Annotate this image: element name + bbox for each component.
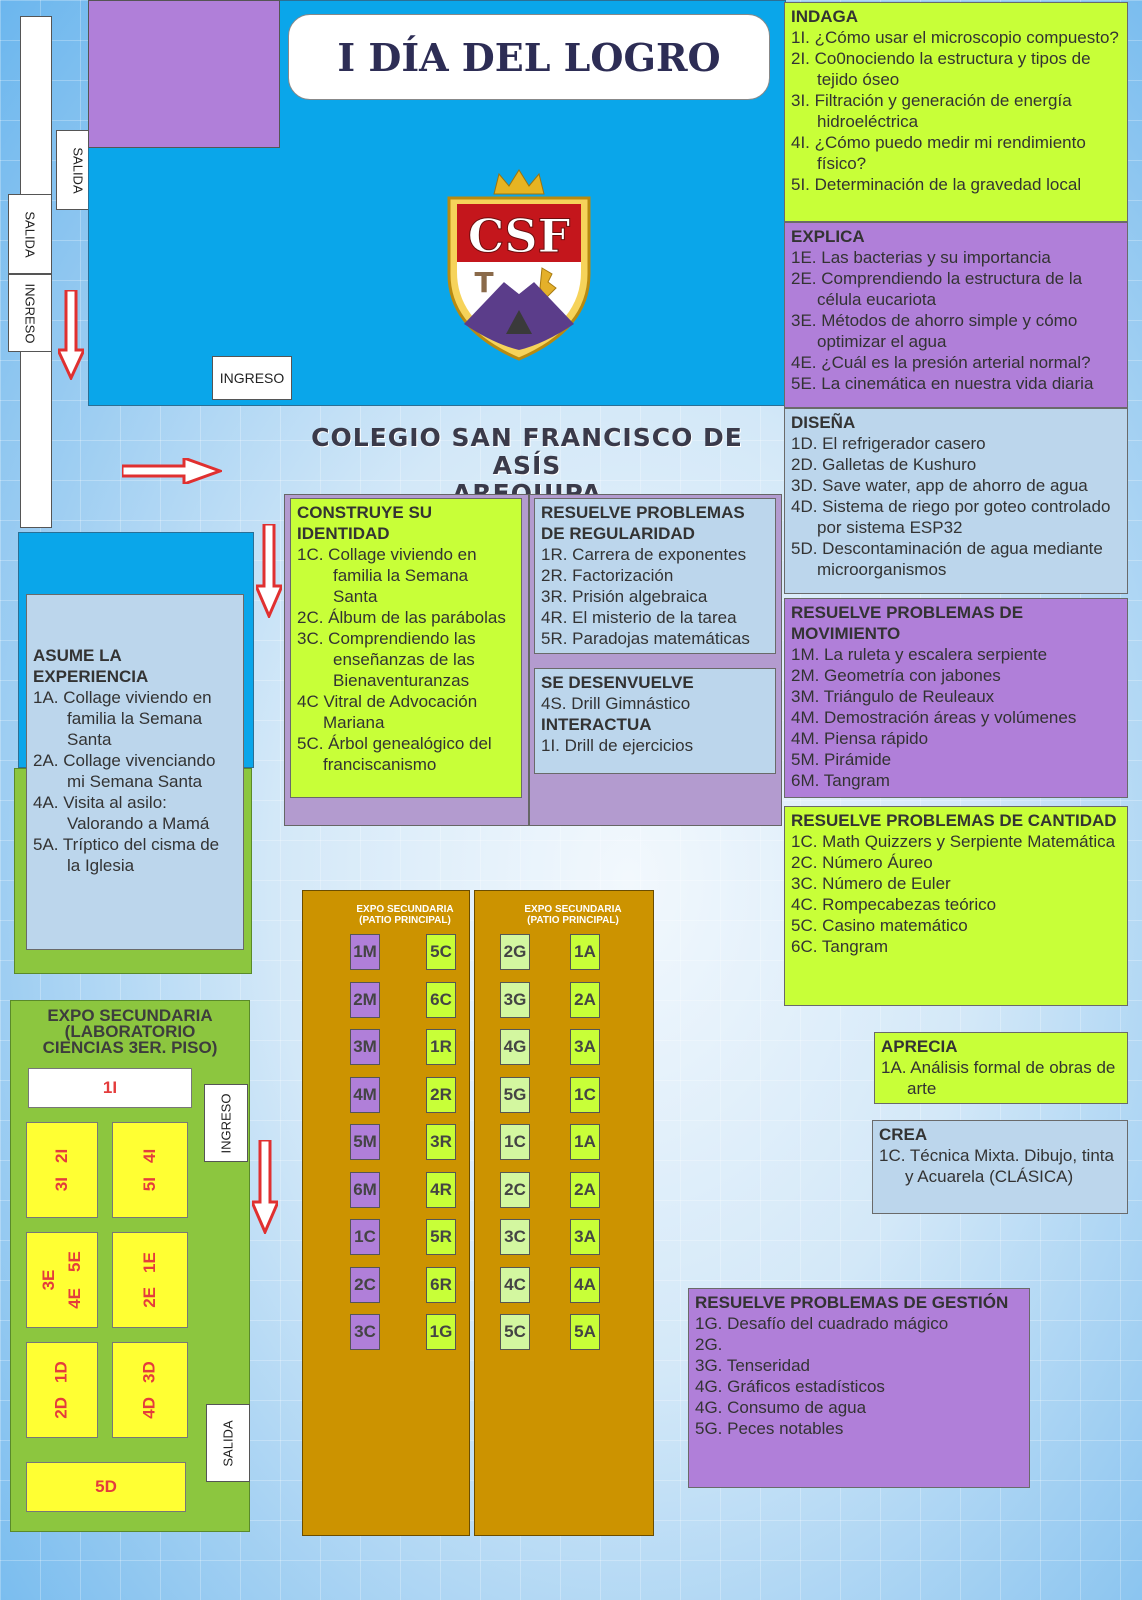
list-item: 1E. Las bacterias y su importancia [791,248,1051,267]
list-item: 2A. Collage vivenciando mi Semana Santa [33,751,216,791]
movimiento-panel [784,598,1128,798]
patio-header-line: EXPO SECUNDARIA [524,904,622,915]
stand-chip: 1A [570,934,600,970]
list-item: 1D. El refrigerador casero [791,434,986,453]
explica-panel [784,222,1128,408]
list-item: 4M. Demostración áreas y volúmenes [791,708,1077,727]
list-item: 1I. Drill de ejercicios [541,736,694,755]
indaga-panel [784,2,1128,222]
stand-label: 1D [52,1361,71,1383]
stand-chip: 6C [426,982,456,1018]
list-item: 6C. Tangram [791,937,889,956]
panel-header: EXPLICA [791,227,865,246]
list-item: 1M. La ruleta y escalera serpiente [791,645,1048,664]
center-divider [528,494,530,826]
svg-text:CSF: CSF [467,209,571,263]
stand-label: 3E [39,1269,58,1291]
stand-chip: 4M [350,1077,380,1113]
list-item: 4G. Consumo de agua [695,1398,867,1417]
panel-header: CREA [879,1125,928,1144]
stand-chip: 3M [350,1029,380,1065]
stand-chip: 5M [350,1124,380,1160]
list-item: 4C. Rompecabezas teórico [791,895,997,914]
patio-header-line: (PATIO PRINCIPAL) [527,915,619,926]
aprecia-panel [874,1032,1128,1104]
stand-chip: 3C [500,1219,530,1255]
lab-header-line: EXPO SECUNDARIA [47,1006,213,1025]
stand-label: 1E [140,1252,159,1273]
gestion-panel [688,1288,1030,1488]
list-item: 1C. Math Quizzers y Serpiente Matemática [791,832,1116,851]
stand-label: 4E [65,1288,84,1309]
lab-stand-5d [26,1462,186,1512]
list-item: 5M. Pirámide [791,750,892,769]
patio-header-right [498,904,648,926]
stand-chip: 1R [426,1029,456,1065]
stand-label: 4I [140,1148,159,1163]
list-item: 5R. Paradojas matemáticas [541,629,750,648]
list-item: 1C. Collage viviendo en familia la Semana Santa [297,545,477,606]
list-item: 2C. Álbum de las parábolas [297,608,506,627]
list-item: 1A. Collage viviendo en familia la Semana Santa [33,688,212,749]
lab-entrance-label: INGRESO [204,1084,248,1162]
list-item: 4M. Piensa rápido [791,729,929,748]
list-item: 5D. Descontaminación de agua mediante microorganismos [791,539,1103,579]
list-item: 1G. Desafío del cuadrado mágico [695,1314,949,1333]
stand-chip: 6M [350,1172,380,1208]
stand-chip: 3C [350,1314,380,1350]
arrow-down-icon [256,524,282,618]
stand-label: 3I [52,1177,71,1192]
disena-panel [784,408,1128,594]
panel-header: RESUELVE PROBLEMAS DE GESTIÓN [695,1293,1009,1312]
panel-header: DISEÑA [791,413,856,432]
panel-header: CONSTRUYE SU IDENTIDAD [297,503,433,543]
stand-chip: 4G [500,1029,530,1065]
list-item: 5A. Tríptico del cisma de la Iglesia [33,835,220,875]
list-item: 2G. [695,1335,723,1354]
list-item: 5C. Casino matemático [791,916,968,935]
cantidad-panel [784,806,1128,1006]
lab-exit-label: SALIDA [206,1404,250,1482]
stand-chip: 2R [426,1077,456,1113]
panel-header: RESUELVE PROBLEMAS DE REGULARIDAD [541,503,745,543]
stand-chip: 1M [350,934,380,970]
list-item: 2D. Galletas de Kushuro [791,455,977,474]
list-item: 4D. Sistema de riego por goteo controlado por sistema ESP32 [791,497,1111,537]
stand-chip: 5A [570,1314,600,1350]
panel-header: RESUELVE PROBLEMAS DE CANTIDAD [791,811,1117,830]
stand-label: 3D [140,1361,159,1383]
patio-header-left [330,904,480,926]
crest-icon [444,164,594,364]
stand-label: 2E [140,1287,159,1308]
page-title: I DÍA DEL LOGRO [288,14,770,100]
list-item: 3I. Filtración y generación de energía hidroeléctrica [791,91,1072,131]
patio-header-line: EXPO SECUNDARIA [356,904,454,915]
stand-chip: 2A [570,1172,600,1208]
svg-text:T: T [474,266,494,299]
stand-label: 5D [95,1477,117,1496]
asume-panel [26,594,244,950]
lab-stand [26,1342,98,1438]
list-item: 2E. Comprendiendo la estructura de la célula eucariota [791,269,1083,309]
stand-chip: 3G [500,982,530,1018]
arrow-down-icon [58,290,84,380]
arrow-right-icon [122,458,222,484]
stand-chip: 1C [500,1124,530,1160]
list-item: 5E. La cinemática en nuestra vida diaria [791,374,1094,393]
stand-label: 2D [52,1397,71,1419]
lab-stand [26,1122,98,1218]
lab-header-line: (LABORATORIO [64,1022,196,1041]
stand-chip: 4C [500,1267,530,1303]
list-item: 3C. Comprendiendo las enseñanzas de las Bienaventuranzas [297,629,476,690]
exit-label-2: SALIDA [8,194,52,274]
list-item: 4C Vitral de Advocación Mariana [297,692,478,732]
stand-chip: 2M [350,982,380,1018]
panel-header: INTERACTUA [541,715,652,734]
lab-header-line: CIENCIAS 3ER. PISO) [42,1038,218,1057]
list-item: 4E. ¿Cuál es la presión arterial normal? [791,353,1091,372]
list-item: 6M. Tangram [791,771,890,790]
panel-header: ASUME LA EXPERIENCIA [33,646,149,686]
arrow-down-icon [252,1140,278,1234]
list-item: 2M. Geometría con jabones [791,666,1001,685]
stand-chip: 5C [500,1314,530,1350]
stand-label: 1I [102,1078,118,1097]
list-item: 3R. Prisión algebraica [541,587,708,606]
panel-header: SE DESENVUELVE [541,673,694,692]
stand-chip: 1C [570,1077,600,1113]
list-item: 3G. Tenseridad [695,1356,810,1375]
desenvuelve-panel [534,668,776,774]
list-item: 4I. ¿Cómo puedo medir mi rendimiento físico? [791,133,1086,173]
list-item: 4A. Visita al asilo: Valorando a Mamá [33,793,210,833]
list-item: 5C. Árbol genealógico del franciscanismo [297,734,492,774]
stand-chip: 3A [570,1219,600,1255]
school-crest [444,164,594,364]
lab-stand [112,1342,188,1438]
stand-chip: 2C [350,1267,380,1303]
list-item: 5G. Peces notables [695,1419,844,1438]
regularidad-panel [534,498,776,654]
construye-panel [290,498,522,798]
list-item: 2C. Número Áureo [791,853,933,872]
list-item: 3E. Métodos de ahorro simple y cómo optimizar el agua [791,311,1078,351]
list-item: 3C. Número de Euler [791,874,951,893]
stand-label: 5E [65,1251,84,1272]
stand-chip: 4A [570,1267,600,1303]
patio-header-line: (PATIO PRINCIPAL) [359,915,451,926]
stand-chip: 3A [570,1029,600,1065]
panel-header: APRECIA [881,1037,958,1056]
list-item: 4G. Gráficos estadísticos [695,1377,885,1396]
stand-label: 5I [140,1177,159,1192]
entrance-label-2: INGRESO [212,356,292,400]
list-item: 4S. Drill Gimnástico [541,694,691,713]
entrance-label-1: INGRESO [8,274,52,352]
panel-header: RESUELVE PROBLEMAS DE MOVIMIENTO [791,603,1024,643]
exit-label-1: SALIDA [56,130,100,210]
stand-chip: 4R [426,1172,456,1208]
stand-label: 2I [52,1148,71,1163]
stand-chip: 2C [500,1172,530,1208]
list-item: 2I. Co0nociendo la estructura y tipos de tejido óseo [791,49,1091,89]
list-item: 5I. Determinación de la gravedad local [791,175,1082,194]
stand-chip: 1C [350,1219,380,1255]
stand-chip: 6R [426,1267,456,1303]
stand-chip: 1G [426,1314,456,1350]
stand-chip: 3R [426,1124,456,1160]
list-item: 1A. Análisis formal de obras de arte [881,1058,1116,1098]
list-item: 3M. Triángulo de Reuleaux [791,687,995,706]
list-item: 1C. Técnica Mixta. Dibujo, tinta y Acuarela (CLÁSICA) [879,1146,1114,1186]
stand-label: 4D [140,1397,159,1419]
school-line-1: COLEGIO SAN FRANCISCO DE ASÍS [311,423,743,480]
stand-chip: 1A [570,1124,600,1160]
lab-stand [112,1122,188,1218]
list-item: 3D. Save water, app de ahorro de agua [791,476,1088,495]
stand-chip: 2G [500,934,530,970]
list-item: 2R. Factorización [541,566,674,585]
lab-stand [26,1232,98,1328]
crea-panel [872,1120,1128,1214]
stand-chip: 5G [500,1077,530,1113]
stand-chip: 2A [570,982,600,1018]
list-item: 1R. Carrera de exponentes [541,545,747,564]
panel-header: INDAGA [791,7,859,26]
stand-chip: 5C [426,934,456,970]
list-item: 1I. ¿Cómo usar el microscopio compuesto? [791,28,1119,47]
top-purple-block [88,0,280,148]
stand-chip: 5R [426,1219,456,1255]
list-item: 4R. El misterio de la tarea [541,608,737,627]
lab-stand [112,1232,188,1328]
lab-header [14,1008,246,1056]
lab-stand-1i [28,1068,192,1108]
